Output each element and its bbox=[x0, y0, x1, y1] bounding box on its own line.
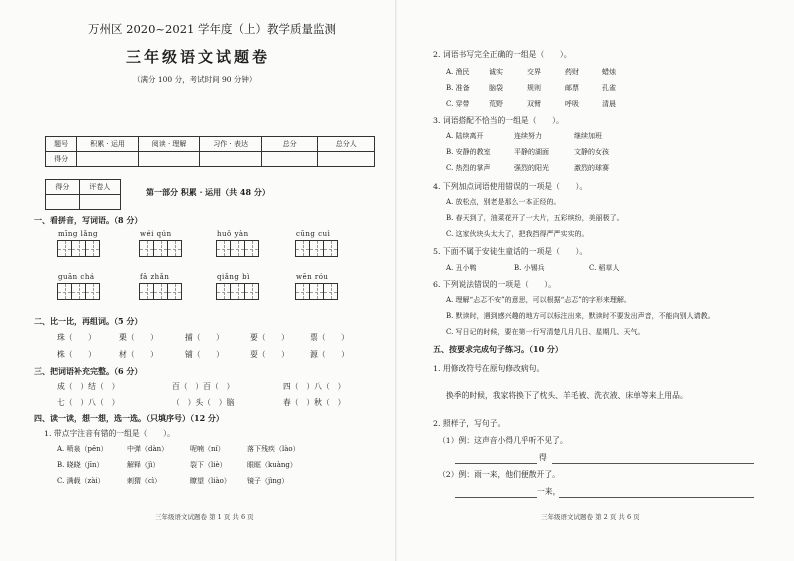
option-item: 蜡烛 bbox=[602, 68, 616, 76]
pinyin-label: fā zhǎn bbox=[140, 273, 170, 281]
grader-table bbox=[45, 179, 121, 210]
compare-item[interactable]: 捕（ ） bbox=[185, 333, 224, 342]
writing-grid[interactable] bbox=[57, 240, 99, 257]
score-table-cell: 得分 bbox=[46, 152, 77, 167]
option-item: 落下残疾（lào） bbox=[247, 445, 300, 453]
q4-title: 四、读一读，想一想，选一选。（只填序号）（12 分） bbox=[34, 413, 224, 423]
grader-input-cell[interactable] bbox=[79, 195, 120, 210]
compare-item[interactable]: 耍（ ） bbox=[250, 350, 289, 359]
option-item: 荒野 bbox=[489, 100, 503, 108]
pinyin-label: wēn róu bbox=[296, 273, 329, 281]
option-item: 连续努力 bbox=[514, 132, 542, 140]
option-item: 文静的女孩 bbox=[574, 148, 609, 156]
option-item: B. 春天到了，油菜花开了一大片，五彩缤纷，美丽极了。 bbox=[446, 214, 624, 222]
score-input-cell[interactable] bbox=[200, 152, 262, 167]
option-item: A. 陆续离开 bbox=[446, 132, 484, 140]
writing-grid[interactable] bbox=[139, 283, 181, 300]
option-item: 眼眶（kuàng） bbox=[247, 461, 297, 469]
section5-title: 五、按要求完成句子练习。（10 分） bbox=[433, 344, 563, 354]
option-item: 强烈的阳光 bbox=[514, 164, 549, 172]
fill-word: 一来， bbox=[537, 487, 561, 496]
part1-heading: 第一部分 积累 · 运用（共 48 分） bbox=[146, 187, 270, 197]
sentence-to-correct[interactable]: 换季的时候，我家将换下了枕头、羊毛被、洗衣液、床单等来上用品。 bbox=[446, 391, 688, 400]
option-item: 镜子（jìng） bbox=[247, 477, 289, 485]
option-item: 交界 bbox=[527, 68, 541, 76]
exam-title: 三年级语文试题卷 bbox=[126, 48, 271, 66]
grader-table-cell: 评卷人 bbox=[79, 180, 120, 195]
idiom-item[interactable]: 成（ ）结（ ） bbox=[57, 382, 120, 391]
compare-item[interactable]: 材（ ） bbox=[119, 350, 158, 359]
pinyin-label: wéi qún bbox=[140, 230, 172, 238]
option-item: 瞭望（liào） bbox=[190, 477, 231, 485]
option-item: C. 热烈的掌声 bbox=[446, 164, 491, 172]
option-item: B. 小锡兵 bbox=[514, 264, 545, 272]
score-input-cell[interactable] bbox=[318, 152, 375, 167]
q1-title: 一、看拼音，写词语。（8 分） bbox=[34, 215, 143, 225]
example-sentence: （2）例：雨一来，他们便散开了。 bbox=[438, 470, 560, 479]
q-text: 3. 词语搭配不恰当的一组是（ ）。 bbox=[433, 116, 564, 125]
example-sentence: （1）例：这声音小得几乎听不见了。 bbox=[438, 436, 568, 445]
option-item: 平静的湖面 bbox=[514, 148, 549, 156]
score-table-cell: 总分人 bbox=[318, 137, 375, 152]
q-text: 4. 下列加点词语使用错误的一项是（ ）。 bbox=[433, 182, 588, 191]
compare-item[interactable]: 票（ ） bbox=[310, 333, 349, 342]
option-item: 规则 bbox=[527, 84, 541, 92]
option-item: 刺猬（cì） bbox=[127, 477, 162, 485]
pinyin-label: mīng lǎng bbox=[58, 230, 98, 238]
compare-item[interactable]: 珠（ ） bbox=[57, 333, 96, 342]
compare-item[interactable]: 要（ ） bbox=[250, 333, 289, 342]
option-item: C. 稻草人 bbox=[589, 264, 620, 272]
score-input-cell[interactable] bbox=[261, 152, 318, 167]
option-item: C. 这家伙块头太大了，把我挡得严严实实的。 bbox=[446, 230, 589, 238]
score-table-cell: 积累 · 运用 bbox=[77, 137, 139, 152]
option-item: 激烈的球赛 bbox=[574, 164, 609, 172]
option-item: 中弹（dàn） bbox=[127, 445, 169, 453]
option-item: B. 准备 bbox=[446, 84, 470, 92]
score-table-cell: 阅读 · 理解 bbox=[138, 137, 200, 152]
q-text: 5. 下面不属于安徒生童话的一项是（ ）。 bbox=[433, 247, 588, 256]
exam-header: 万州区 2020~2021 学年度（上）教学质量监测 bbox=[88, 22, 336, 36]
writing-grid[interactable] bbox=[216, 283, 258, 300]
writing-grid[interactable] bbox=[295, 240, 337, 257]
option-item: C. 满载（zài） bbox=[57, 477, 105, 485]
option-item: 呢喃（ní） bbox=[190, 445, 225, 453]
option-item: C. 写日记的时候，要在第一行写清楚几月几日、星期几、天气。 bbox=[446, 328, 645, 336]
writing-grid[interactable] bbox=[57, 283, 99, 300]
q-text: 1. 用修改符号在原句修改病句。 bbox=[433, 364, 545, 373]
q2-title: 二、比一比，再组词。（5 分） bbox=[34, 316, 143, 326]
idiom-item[interactable]: （ ）头（ ）脑 bbox=[172, 398, 235, 407]
option-item: C. 穿带 bbox=[446, 100, 470, 108]
compare-item[interactable]: 株（ ） bbox=[57, 350, 96, 359]
option-item: A. 丑小鸭 bbox=[446, 264, 477, 272]
page-footer: 三年级语文试题卷 第 2 页 共 6 页 bbox=[541, 513, 640, 521]
writing-grid[interactable] bbox=[139, 240, 181, 257]
compare-item[interactable]: 源（ ） bbox=[310, 350, 349, 359]
option-item: A. 渔民 bbox=[446, 68, 470, 76]
option-item: A. 喷泉（pēn） bbox=[57, 445, 108, 453]
idiom-item[interactable]: 百（ ）百（ ） bbox=[172, 382, 235, 391]
pinyin-label: huǒ yàn bbox=[217, 230, 249, 238]
q-text: 6. 下列说法错误的一项是（ ）。 bbox=[433, 280, 556, 289]
pinyin-label: guān chá bbox=[58, 273, 95, 281]
exam-subtitle: （满分 100 分，考试时间 90 分钟） bbox=[133, 75, 257, 84]
answer-line[interactable] bbox=[455, 497, 537, 498]
idiom-item[interactable]: 七（ ）八（ ） bbox=[57, 398, 120, 407]
option-item: 药财 bbox=[565, 68, 579, 76]
score-input-cell[interactable] bbox=[138, 152, 200, 167]
pinyin-label: qiǎng bì bbox=[217, 273, 250, 281]
answer-line[interactable] bbox=[552, 463, 754, 464]
option-item: 解释（jì） bbox=[127, 461, 160, 469]
q3-title: 三、把词语补充完整。（6 分） bbox=[34, 366, 143, 376]
option-item: 双臂 bbox=[527, 100, 541, 108]
grader-input-cell[interactable] bbox=[46, 195, 80, 210]
option-item: 邮票 bbox=[565, 84, 579, 92]
fill-word: 得 bbox=[539, 453, 547, 462]
grader-table-cell: 得分 bbox=[46, 180, 80, 195]
option-item: 清晨 bbox=[602, 100, 616, 108]
q-text: 2. 照样子，写句子。 bbox=[433, 419, 506, 428]
page-footer: 三年级语文试题卷 第 1 页 共 6 页 bbox=[155, 513, 254, 521]
option-item: A. 放松点，别老是那么一本正经的。 bbox=[446, 198, 561, 206]
answer-line[interactable] bbox=[455, 463, 537, 464]
score-table-cell: 总分 bbox=[261, 137, 318, 152]
q-text: 2. 词语书写完全正确的一组是（ ）。 bbox=[433, 50, 572, 59]
exam-page-2 bbox=[397, 0, 794, 561]
option-item: 孔雀 bbox=[602, 84, 616, 92]
answer-line[interactable] bbox=[559, 497, 754, 498]
option-item: 继续加班 bbox=[574, 132, 602, 140]
option-item: B. 默读时，遇到感兴趣的地方可以标注出来，默读时不要发出声音，不能向别人请教。 bbox=[446, 312, 715, 320]
option-item: B. 晓晓（jīn） bbox=[57, 461, 104, 469]
option-item: 呼吸 bbox=[565, 100, 579, 108]
writing-grid[interactable] bbox=[216, 240, 258, 257]
option-item: 诚实 bbox=[489, 68, 503, 76]
score-table-cell: 题号 bbox=[46, 137, 77, 152]
compare-item[interactable]: 铺（ ） bbox=[185, 350, 224, 359]
score-input-cell[interactable] bbox=[77, 152, 139, 167]
idiom-item[interactable]: 四（ ）八（ ） bbox=[283, 382, 346, 391]
option-item: A. 理解“忐忑不安”的意思，可以根据“忐忑”的字形来理解。 bbox=[446, 296, 631, 304]
score-table-cell: 习作 · 表达 bbox=[200, 137, 262, 152]
compare-item[interactable]: 栗（ ） bbox=[119, 333, 158, 342]
option-item: 脑袋 bbox=[489, 84, 503, 92]
writing-grid[interactable] bbox=[295, 283, 337, 300]
option-item: 裂下（liè） bbox=[190, 461, 227, 469]
score-table bbox=[45, 136, 375, 167]
q4-question: 1. 带点字注音有错的一组是（ ）。 bbox=[44, 429, 175, 438]
idiom-item[interactable]: 春（ ）秋（ ） bbox=[283, 398, 346, 407]
option-item: B. 安静的教室 bbox=[446, 148, 491, 156]
pinyin-label: cūng cuì bbox=[296, 230, 331, 238]
